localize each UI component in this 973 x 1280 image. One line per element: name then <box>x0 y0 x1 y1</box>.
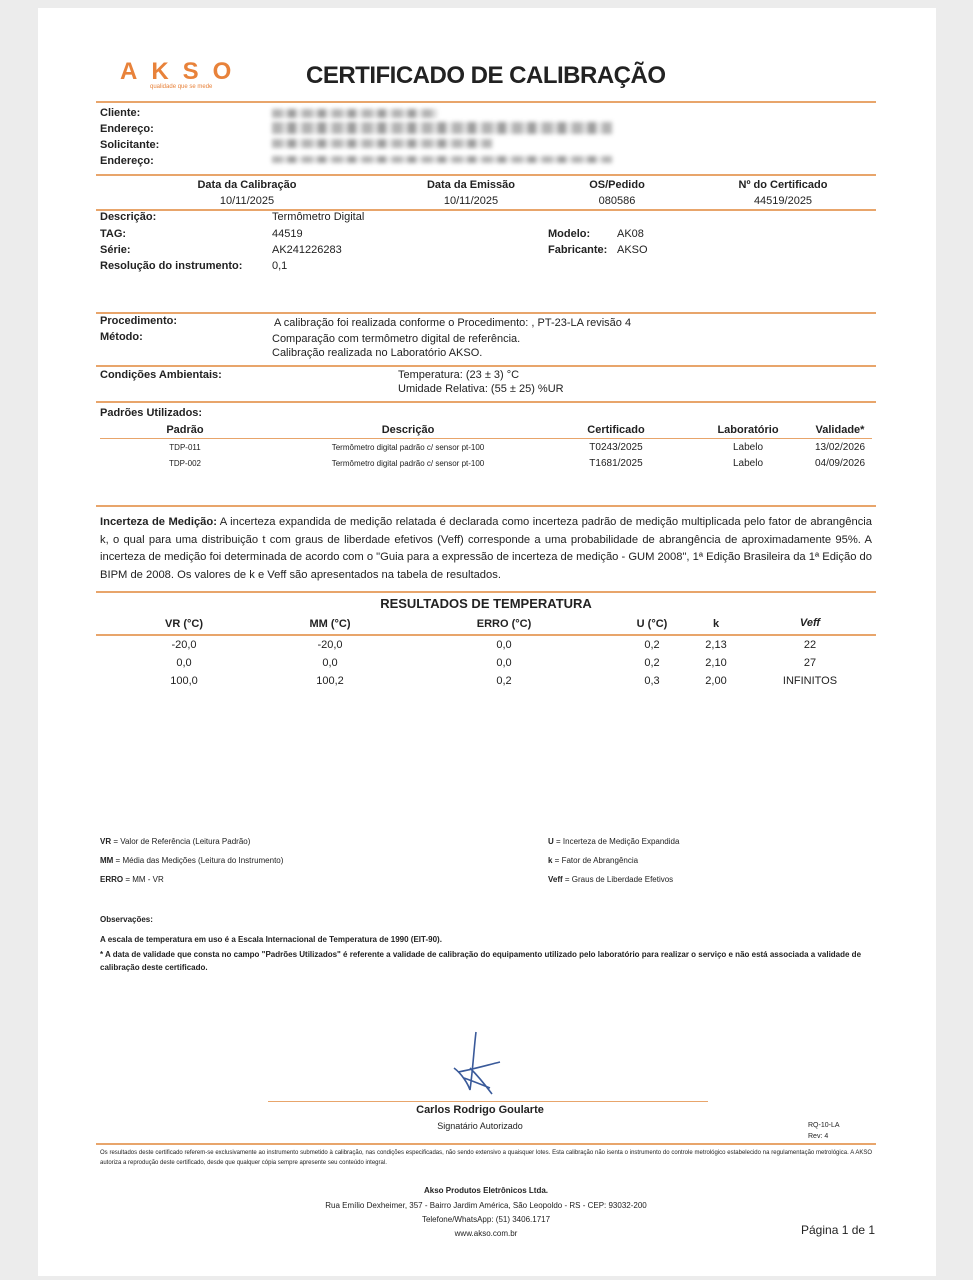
table-header-rule <box>100 438 872 439</box>
result-vr: 0,0 <box>176 657 192 669</box>
procedure-label: Procedimento: <box>100 315 178 327</box>
redacted-address-2 <box>272 156 612 163</box>
result-erro: 0,0 <box>496 639 512 651</box>
result-veff: 27 <box>803 657 817 669</box>
footer-address: Rua Emílio Dexheimer, 357 - Bairro Jardim América, São Leopoldo - RS - CEP: 93032-200 <box>325 1201 647 1210</box>
calibration-date: 10/11/2025 <box>219 195 275 207</box>
standard-lab: Labelo <box>732 458 764 469</box>
form-code: RQ-10-LA <box>808 1122 840 1129</box>
legend-text: = Incerteza de Medição Expandida <box>553 837 680 846</box>
order-number: 080586 <box>598 195 636 207</box>
signatory-name: Carlos Rodrigo Goularte <box>416 1104 544 1116</box>
standard-validity: 13/02/2026 <box>814 442 866 453</box>
page-title: CERTIFICADO DE CALIBRAÇÃO <box>306 62 666 89</box>
form-revision: Rev: 4 <box>808 1133 829 1140</box>
standard-certificate: T1681/2025 <box>589 458 643 469</box>
standard-certificate: T0243/2025 <box>589 442 643 453</box>
description-label: Descrição: <box>100 211 157 223</box>
legend-text: = Média das Medições (Leitura do Instrumento) <box>113 856 284 865</box>
page-number: Página 1 de 1 <box>801 1223 876 1237</box>
standard-code: TDP-011 <box>169 443 201 452</box>
signatory-role: Signatário Autorizado <box>437 1121 523 1131</box>
redacted-address <box>272 122 612 134</box>
legend-key: ERRO <box>100 875 124 884</box>
serial-value: AK241226283 <box>272 244 342 256</box>
legend-mm <box>100 856 283 865</box>
model-value: AK08 <box>617 228 644 240</box>
divider <box>96 174 876 176</box>
legend-text: = Graus de Liberdade Efetivos <box>562 875 674 884</box>
model-label: Modelo: <box>548 228 591 240</box>
serial-label: Série: <box>100 244 131 256</box>
result-u: 0,2 <box>644 657 660 669</box>
standard-code: TDP-002 <box>168 459 201 468</box>
footer-company: Akso Produtos Eletrônicos Ltda. <box>423 1186 548 1195</box>
divider <box>96 101 876 103</box>
divider <box>96 209 876 211</box>
result-vr: -20,0 <box>171 639 197 651</box>
results-header-erro: ERRO (°C) <box>476 618 532 630</box>
legend-text: = Fator de Abrangência <box>552 856 639 865</box>
emission-date: 10/11/2025 <box>443 195 499 207</box>
method-line-2: Calibração realizada no Laboratório AKSO. <box>272 347 483 359</box>
uncertainty-label: Incerteza de Medição: <box>100 516 217 528</box>
results-title: RESULTADOS DE TEMPERATURA <box>380 596 592 611</box>
legend-key: k <box>548 856 553 865</box>
divider <box>96 365 876 367</box>
legend-key: Veff <box>548 875 563 884</box>
tag-label: TAG: <box>100 228 127 240</box>
results-header-u: U (°C) <box>636 618 668 630</box>
footer-site: www.akso.com.br <box>454 1229 518 1238</box>
resolution-value: 0,1 <box>272 260 288 272</box>
legend-k <box>548 856 638 865</box>
legend-key: U <box>548 837 554 846</box>
legend-veff <box>548 875 673 884</box>
result-veff: 22 <box>803 639 817 651</box>
procedure-value: A calibração foi realizada conforme o Procedimento: , PT-23-LA revisão 4 <box>274 317 632 329</box>
calibration-date-header: Data da Calibração <box>197 179 297 191</box>
observation-line-1: A escala de temperatura em uso é a Escala Internacional de Temperatura de 1990 (EIT-90). <box>100 935 442 944</box>
standards-header-laboratorio: Laboratório <box>717 424 779 436</box>
legend-u <box>548 837 679 846</box>
divider <box>96 591 876 593</box>
result-k: 2,10 <box>705 657 727 669</box>
requester-label: Solicitante: <box>100 139 160 151</box>
legend-erro <box>100 875 164 884</box>
certificate-number-header: Nº do Certificado <box>738 179 828 191</box>
footer-phone: Telefone/WhatsApp: (51) 3406.1717 <box>421 1215 551 1224</box>
certificate-number: 44519/2025 <box>753 195 813 207</box>
results-header-veff: Veff <box>799 617 821 629</box>
result-k: 2,13 <box>705 639 727 651</box>
result-u: 0,2 <box>644 639 660 651</box>
standards-header-padrao: Padrão <box>166 424 204 436</box>
standards-label: Padrões Utilizados: <box>100 407 203 419</box>
logo-tagline: qualidade que se mede <box>150 84 213 90</box>
legend-vr <box>100 837 250 846</box>
ambient-label: Condições Ambientais: <box>100 369 222 381</box>
divider <box>96 1143 876 1145</box>
divider <box>96 401 876 403</box>
result-mm: 0,0 <box>322 657 338 669</box>
legend-text: = Valor de Referência (Leitura Padrão) <box>111 837 251 846</box>
disclaimer-text: Os resultados deste certificado referem-se exclusivamente ao instrumento submetido à calibração, nas condições especificadas, não sendo extensivo a quaisquer lotes. Esta calibração não isenta o instrumento do controle metrológico estabelecido na regulamentação metrológica. A AKSO autoriza a reprodução deste certificado, desde que qualquer cópia sempre apresente seu conteúdo integral. <box>100 1150 872 1166</box>
uncertainty-paragraph <box>100 514 872 584</box>
client-label: Cliente: <box>100 107 141 119</box>
order-header: OS/Pedido <box>589 179 645 191</box>
standard-description: Termômetro digital padrão c/ sensor pt-100 <box>331 443 485 452</box>
result-u: 0,3 <box>644 675 660 687</box>
method-label: Método: <box>100 331 143 343</box>
result-vr: 100,0 <box>170 675 198 687</box>
divider <box>96 505 876 507</box>
emission-date-header: Data da Emissão <box>426 179 516 191</box>
description-value: Termômetro Digital <box>272 211 365 223</box>
address-label: Endereço: <box>100 123 154 135</box>
legend-text: = MM - VR <box>123 875 164 884</box>
legend-key: VR <box>100 837 112 846</box>
manufacturer-value: AKSO <box>617 244 648 256</box>
results-header-vr: VR (°C) <box>164 618 203 630</box>
legend-key: MM <box>100 856 114 865</box>
logo-text: AKSO <box>120 58 246 85</box>
observations-label: Observações: <box>100 915 153 924</box>
result-mm: -20,0 <box>317 639 343 651</box>
redacted-client <box>272 109 437 118</box>
manufacturer-label: Fabricante: <box>548 244 608 256</box>
standards-header-descricao: Descrição <box>381 424 435 436</box>
ambient-humidity: Umidade Relativa: (55 ± 25) %UR <box>398 383 564 395</box>
result-veff: INFINITOS <box>782 675 838 687</box>
ambient-temperature: Temperatura: (23 ± 3) °C <box>398 369 520 381</box>
results-header-k: k <box>712 618 720 630</box>
result-erro: 0,0 <box>496 657 512 669</box>
standard-description: Termômetro digital padrão c/ sensor pt-100 <box>331 459 485 468</box>
result-k: 2,00 <box>705 675 727 687</box>
signature-line <box>268 1101 708 1102</box>
uncertainty-text: A incerteza expandida de medição relatada é declarada como incerteza padrão de medição multiplicada pelo fator de abrangência k, o qual para uma distribuição t com graus de liberdade efetivos (Veff) corresponde a uma probabilidade de abrangência de aproximadamente 95%. A incerteza de medição foi determinada de acordo com o "Guia para a expressão de incerteza de medição - GUM 2008", 1ª Edição Brasileira da 1ª Edição do BIPM de 2008. Os valores de k e Veff são apresentados na tabela de resultados. <box>100 516 872 581</box>
signature-graphic <box>440 1028 510 1100</box>
standards-header-certificado: Certificado <box>587 424 645 436</box>
divider <box>96 312 876 314</box>
standard-lab: Labelo <box>732 442 764 453</box>
results-header-mm: MM (°C) <box>309 618 351 630</box>
results-header-rule <box>96 634 876 636</box>
akso-logo <box>120 58 260 92</box>
observation-line-2: * A data de validade que consta no campo "Padrões Utilizados" é referente a validade de calibração do equipamento utilizado pelo laboratório para realizar o serviço e não está associada a validade de calibração deste certificado. <box>100 950 862 972</box>
result-mm: 100,2 <box>316 675 344 687</box>
result-erro: 0,2 <box>496 675 512 687</box>
resolution-label: Resolução do instrumento: <box>100 260 243 272</box>
standards-header-validade: Validade* <box>815 424 865 436</box>
method-line-1: Comparação com termômetro digital de referência. <box>272 333 521 345</box>
tag-value: 44519 <box>272 228 303 240</box>
address-label-2: Endereço: <box>100 155 154 167</box>
standard-validity: 04/09/2026 <box>814 458 866 469</box>
redacted-requester <box>272 139 492 148</box>
